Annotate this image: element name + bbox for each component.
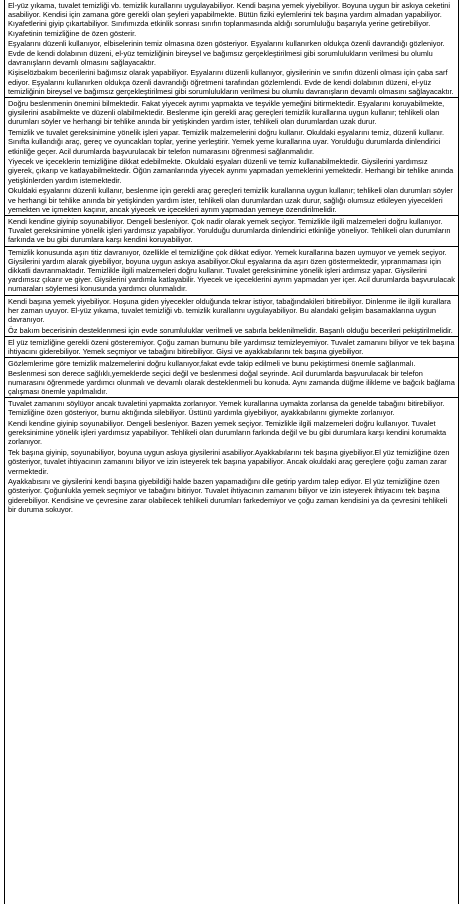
note-paragraph: Gözlemlerime göre temizlik malzemelerini doğru kullanıyor,fakat evde takip edilmeli ve bunu pekiştirmesi önemle sağlanmalı. Beslenmesi son derece sağlıklı,yemeklerde seçici değil ve beslenmesi doğal seyrinde. Acil durumlarda başvurulacak bir telefon numarasını öğrenmede yardımcı olunmalı ve devamlı olarak desteklenmeli bu konuda. Aynı zamanda düğme ilikleme ve bağcık bağlama çalışması önemle yapılmalıdır. [8,359,455,396]
note-block-nutrition [5,98,458,216]
note-paragraph: El-yüz yıkama, tuvalet temizliği vb. temizlik kurallarını uygulayabiliyor. Kendi başına yemek yiyebiliyor. Boyuna uygun bir askıya ceketini asabiliyor. Kendisi için zamana göre gerekli olan şeyleri yapabilmekte. Bütün fiziki eylemlerini tek başına yardım almadan yapabiliyor. Kıyafetlerini giyip çıkartabiliyor. Sınıfımızda etkinlik sonrası sınıfın toplanmasında aldığı sorumluluğu başarıyla yerine getirebiliyor. Kıyafetinin temizliğine de özen gösterir. [8,1,450,38]
note-paragraph: El yüz temizliğine gerekli özeni gösteremiyor. Çoğu zaman burnunu bile yardımsız temizleyemiyor. Tuvalet zamanını biliyor ve tek başına ihtiyacını giderebiliyor. Yemek seçmiyor ve tabağını bitirebiliyor. Giysi ve ayakkabılarını tek başına giyebiliyor. [8,337,455,357]
note-paragraph: Öz bakım becerisinin desteklenmesi için evde sorumluluklar verilmeli ve sabırla beklenilmelidir. Başarılı olduğu becerileri pekiştirilmelidir. [8,325,453,335]
observation-notes-document [4,0,459,904]
note-paragraph: Ayakkabısını ve giysilerini kendi başına giyebildiği halde bazen yapamadığını dile getirip yardım talep ediyor. El yüz temizliğine özen gösteriyor. Çoğunlukla yemek seçmiyor ve tabağını bitiriyor. Tuvalet ihtiyacının zamanını biliyor ve izin isteyerek ihtiyacını tek başına giderebiliyor. Kendisine ve çevresine zarar olabilecek tehlikeli durumları farkedemiyor ve çoğu zaman kendisini ya da çevresini tehlikeli bir duruma sokuyor. [8,477,448,514]
note-paragraph: Kendi kendine giyinip soyunabiliyor. Dengeli besleniyor. Çok nadir olarak yemek seçiyor. Temizlikle ilgili malzemeleri doğru kullanıyor. Tuvalet gereksinimine yönelik işleri yardımsız yapabiliyor. Yorulduğu durumlarda dinlendirici etkinliğe yöneliyor. Tehlikeli olan durumların farkında ve bu gibi durumlara karşı kendini koruyabiliyor. [8,216,451,245]
note-paragraph: Kendi kendine giyinip soyunabiliyor. Dengeli besleniyor. Bazen yemek seçiyor. Temizlikle ilgili malzemeleri doğru kullanıyor. Tuvalet gereksinimine yönelik işleri yardımsız yapabiliyor. Tehlikeli olan durumların farkında değil ve bu gibi durumlara karşı kendini korumakta zorlanıyor. [8,419,447,447]
note-block-toilet [5,398,458,515]
note-paragraph: Tek başına giyinip, soyunabiliyor, boyuna uygun askıya giysilerini asabiliyor.Ayakkabılarını tek başına giyebiliyor.El yüz temizliğine özen gösteriyor, tuvalet ihtiyacının zamanını biliyor ve izin isteyerek tek başına yapabiliyor. Ancak okuldaki araç gereçlere çoğu zaman zarar vermektedir. [8,448,450,476]
note-paragraph: Yiyecek ve içeceklerin temizliğine dikkat edebilmekte. Okuldaki eşyaları düzenli ve temiz kullanabilmektedir. Giysilerini yardımsız giyerek, çıkarıp ve katlayabilmektedir. Öğün zamanlarında yiyecek ayrımı yapmadan yemeklerini yemektedir. Herhangi bir tehlike anında yetişkinlerden yardım istemektedir. [8,157,454,185]
note-paragraph: Temizlik ve tuvalet gereksinimine yönelik işleri yapar. Temizlik malzemelerini doğru kullanır. Okuldaki eşyalarını temiz, düzenli kullanır. Sınıfta kullandığı araç, gereç ve oyuncakları toplar, yerine yerleştirir. Yemek yeme kurallarına uyar. Yorulduğu durumlarda dinlendirici etkinliğe geçer. Acil durumlarda başvurulacak bir telefon numarasını öğrenmesi sağlanmalıdır. [8,128,445,156]
note-block-cleanliness [5,337,458,358]
note-block-dressing [5,216,458,247]
note-paragraph: Tuvalet zamanını söylüyor ancak tuvaletini yapmakta zorlanıyor. Yemek kurallarına uymakta zorlansa da genelde tabağını bitirebiliyor. Temizliğine özen gösteriyor, burnu aktığında silebiliyor. Üstünü yardımla giyebiliyor, ayakkabılarını giymekte zorlanıyor. [8,399,445,418]
note-block-observations [5,358,458,398]
note-block-self-care [5,0,458,98]
note-paragraph: Kendi başına yemek yiyebiliyor. Hoşuna giden yiyecekler olduğunda tekrar istiyor, tabağındakileri bitirebiliyor. Dinlenme ile ilgili kurallara her zaman uyuyor. El-yüz yıkama, tuvalet temizliği vb. temizlik kurallarını uygulayabiliyor. Bu alandaki gelişim basamaklarına uygun davranıyor. [8,296,451,324]
note-paragraph: Doğru beslenmenin önemini bilmektedir. Fakat yiyecek ayrımı yapmakta ve teşvikle yemeğini bitirmektedir. Eşyalarını koruyabilmekte, giysilerini asabilmekte ve düzenli olabilmektedir. Beslenme için gerekli araç gereçleri temizlik kurallarına uygun kullanır; tehlikeli olan durumları söyler ve herhangi bir tehlike anında bir yetişkinden yardım ister, tehlikeli olan durumlardan uzak durur. [8,99,445,127]
note-block-eating [5,296,458,337]
note-paragraph: Eşyalarını düzenli kullanıyor, elbiselerinin temiz olmasına özen gösteriyor. Eşyalarını kullanırken oldukça özenli davrandığı gözleniyor. Evde de kendi dolabının düzeni, el-yüz temizliğinin bireysel ve bağımsız gerçekleştirilmesi gibi sorumlulukların verilmesi bu olumlu davranışların devamlı olmasını sağlayacaktır. [8,39,445,67]
note-block-hygiene [5,247,458,296]
note-paragraph: Kişiselözbakım becerilerini bağımsız olarak yapabiliyor. Eşyalarını düzenli kullanıyor, giysilerinin ve sınıfın düzenli olması için çaba sarf ediyor. Eşyalarını kullanırken oldukça özenli davrandığı öğretmeni tarafından gözlemlendi. Evde de kendi dolabının düzeni, el-yüz temizliğinin bireysel ve bağımsız gerçekleştirilmesi gibi sorumlulukların verilmesi bu olumlu davranışların devamlı olmasını sağlayacaktır. [8,68,454,96]
note-paragraph: Okuldaki eşyalarını düzenli kullanır, beslenme için gerekli araç gereçleri temizlik kurallarına uygun kullanır; tehlikeli olan durumları söyler ve herhangi bir tehlike anında bir yetişkinden yardım ister, tehlikeli olan durumlardan uzak durur, sağlığı olumsuz etkileyen yiyecekleri yemekten ve içmekten kaçınır, ancak yiyecek ve içecekleri ayrım yapmadan yemeye özendirilmelidir. [8,186,453,214]
note-paragraph: Temizlik konusunda aşırı titiz davranıyor, özellikle el temizliğine çok dikkat ediyor. Yemek kurallarına bazen uymuyor ve yemek seçiyor. Giysilerini yardım alarak giyebiliyor, boyuna uygun askıya asabiliyor.Okul eşyalarına da aşırı özen göstermektedir, yıpranmaması için dikkatli davranmaktadır. Temizlikle ilgili malzemeleri doğru kullanır. Tuvalet gereksinimine yönelik işleri ardımsız yapar. Giysilerini yardımsız çıkarır ve giyer. Giysilerini yardımla katlayabilir. Yiyecek ve içeceklerini ayrım yapmadan yer içer. Acil durumlarda başvurulacak numaraları söylemesi konusunda yardımcı olunmalıdır. [8,247,455,294]
